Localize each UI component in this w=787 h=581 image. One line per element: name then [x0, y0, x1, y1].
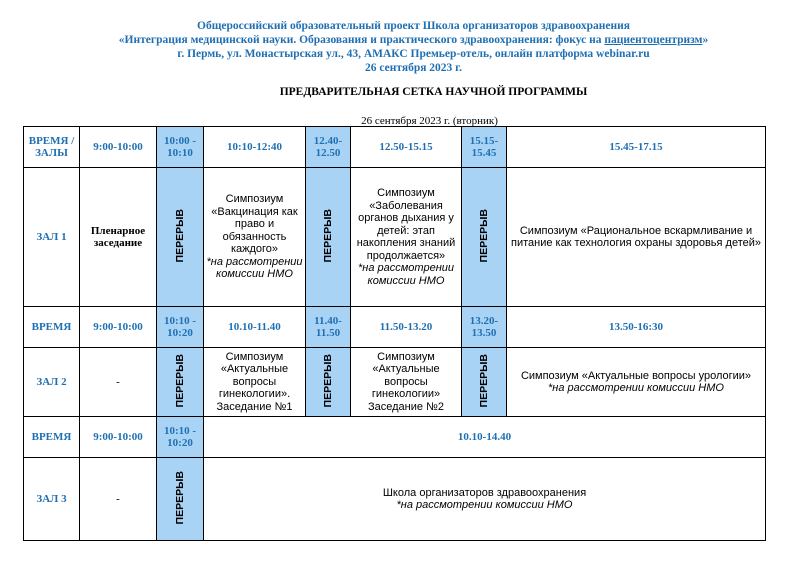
hall-label: ЗАЛ 2 — [24, 348, 80, 417]
break-cell — [306, 348, 351, 417]
time-cell: 13.20-13.50 — [462, 307, 507, 348]
break-cell — [157, 348, 204, 417]
time-row-2 — [24, 307, 766, 348]
nmo-note: *на рассмотрении комиссии НМО — [396, 499, 573, 511]
header-project-line: Общероссийский образовательный проект Школа организаторов здравоохранения — [197, 20, 630, 32]
time-cell: 9:00-10:00 — [80, 307, 157, 348]
break-label: ПЕРЕРЫВ — [173, 208, 186, 262]
hall-1-row — [24, 168, 766, 307]
hall-2-row — [24, 348, 766, 417]
time-cell: 10:10 - 10:20 — [157, 417, 204, 458]
time-cell: 11.40-11.50 — [306, 307, 351, 348]
time-cell: 10:10-12:40 — [204, 127, 306, 168]
time-cell: 9:00-10:00 — [80, 417, 157, 458]
break-label: ПЕРЕРЫВ — [321, 353, 334, 407]
document-header — [0, 19, 787, 75]
time-row-1 — [24, 127, 766, 168]
break-cell — [306, 168, 351, 307]
empty-slot: - — [80, 348, 157, 417]
time-cell: 11.50-13.20 — [351, 307, 462, 348]
school-title: Школа организаторов здравоохранения — [382, 486, 587, 499]
school-cell — [204, 458, 766, 541]
break-label: ПЕРЕРЫВ — [173, 353, 186, 407]
header-date-line: 26 сентября 2023 г. — [365, 62, 462, 74]
time-cell: 13.50-16:30 — [507, 307, 766, 348]
time-cell: 15.15-15.45 — [462, 127, 507, 168]
time-row-3 — [24, 417, 766, 458]
break-label: ПЕРЕРЫВ — [477, 208, 490, 262]
symposium-cell: Симпозиум «Рациональное вскармливание и питание как технология охраны здоровья детей» — [507, 168, 766, 307]
time-cell: 10.10-14.40 — [204, 417, 766, 458]
time-header-label: ВРЕМЯ — [24, 307, 80, 348]
program-date: 26 сентября 2023 г. (вторник) — [361, 115, 498, 127]
plenary-session: Пленарное заседание — [80, 168, 157, 307]
page-title: ПРЕДВАРИТЕЛЬНАЯ СЕТКА НАУЧНОЙ ПРОГРАММЫ — [279, 86, 588, 98]
time-cell: 10:00 - 10:10 — [157, 127, 204, 168]
time-header-label: ВРЕМЯ /ЗАЛЫ — [24, 127, 80, 168]
break-cell — [157, 168, 204, 307]
break-cell — [462, 348, 507, 417]
break-label: ПЕРЕРЫВ — [173, 470, 186, 524]
nmo-note: *на рассмотрении комиссии НМО — [548, 382, 724, 394]
header-theme-line: «Интеграция медицинской науки. Образования и практического здравоохранения: фокус на пациентоцентризм» — [118, 34, 709, 46]
time-cell: 12.40-12.50 — [306, 127, 351, 168]
hall-label: ЗАЛ 3 — [24, 458, 80, 541]
time-cell: 10.10-11.40 — [204, 307, 306, 348]
break-cell — [157, 458, 204, 541]
symposium-title: Симпозиум «Вакцинация как право и обязанность каждого» — [211, 193, 298, 256]
time-header-label: ВРЕМЯ — [24, 417, 80, 458]
hall-label: ЗАЛ 1 — [24, 168, 80, 307]
empty-slot: - — [80, 458, 157, 541]
symposium-cell — [351, 168, 462, 307]
symposium-cell — [507, 348, 766, 417]
symposium-title: Симпозиум «Актуальные вопросы урологии» — [520, 369, 752, 382]
time-cell: 10:10 - 10:20 — [157, 307, 204, 348]
symposium-cell: Симпозиум «Актуальные вопросы гинекологии». Заседание №1 — [204, 348, 306, 417]
symposium-title: Симпозиум «Заболевания органов дыхания у детей: этап накопления знаний продолжается» — [356, 187, 456, 262]
time-cell: 15.45-17.15 — [507, 127, 766, 168]
header-venue-line: г. Пермь, ул. Монастырская ул., 43, АМАКС Премьер-отель, онлайн платформа webinar.ru — [177, 48, 650, 60]
time-cell: 12.50-15.15 — [351, 127, 462, 168]
symposium-cell: Симпозиум «Актуальные вопросы гинекологии» Заседание №2 — [351, 348, 462, 417]
break-label: ПЕРЕРЫВ — [477, 353, 490, 407]
break-cell — [462, 168, 507, 307]
nmo-note: *на рассмотрении комиссии НМО — [206, 255, 303, 281]
program-grid — [23, 126, 766, 541]
time-cell: 9:00-10:00 — [80, 127, 157, 168]
symposium-cell — [204, 168, 306, 307]
hall-3-row — [24, 458, 766, 541]
break-label: ПЕРЕРЫВ — [321, 208, 334, 262]
nmo-note: *на рассмотрении комиссии НМО — [358, 262, 454, 287]
